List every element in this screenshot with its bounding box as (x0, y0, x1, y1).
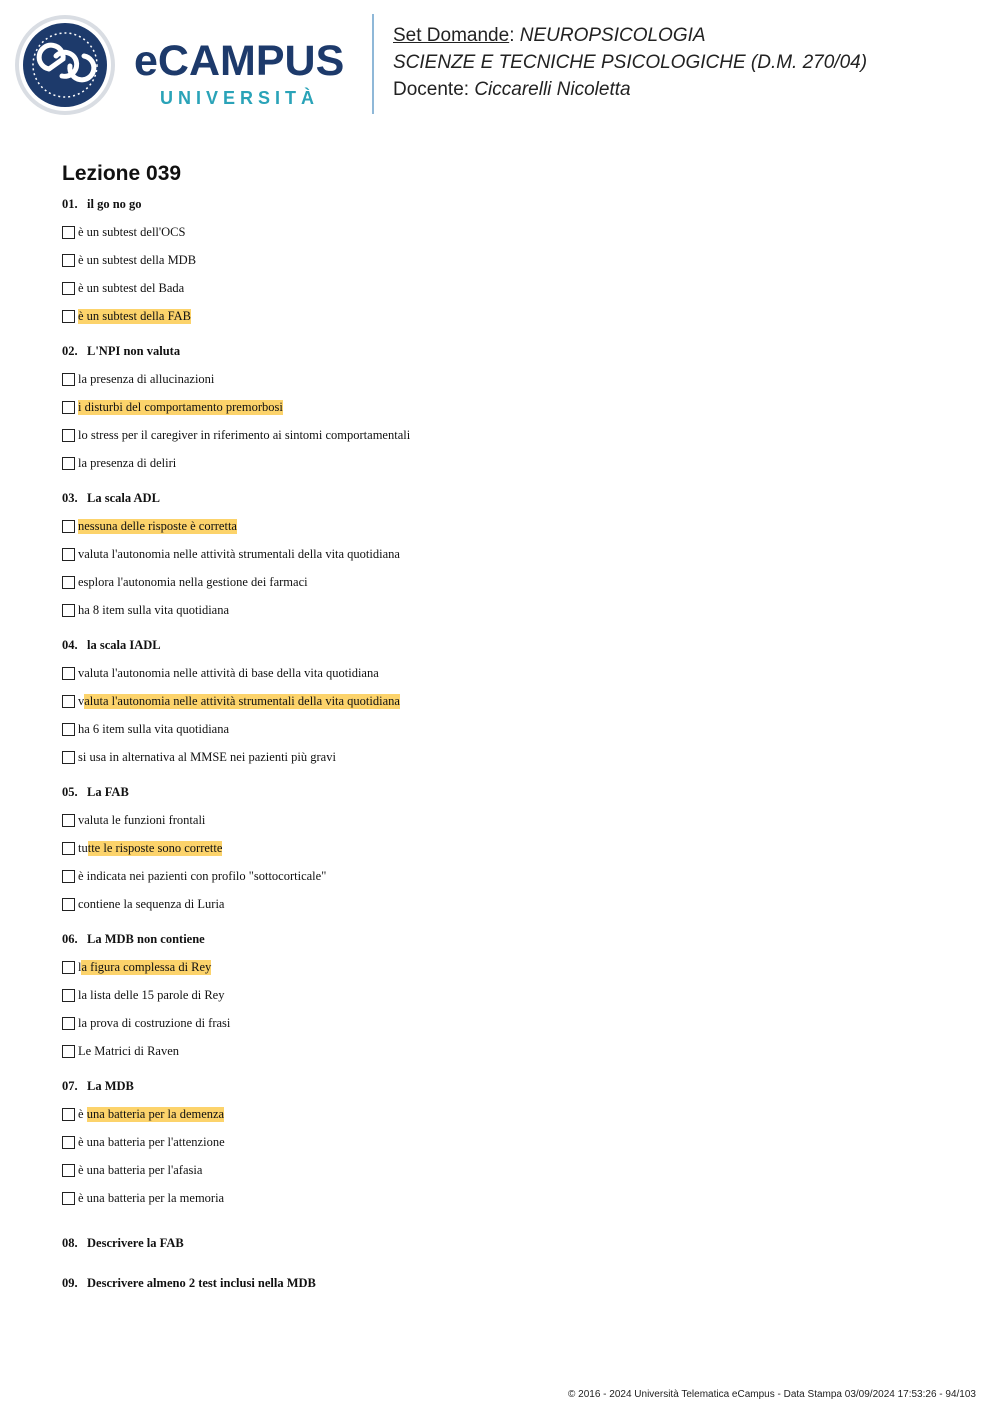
answer-checkbox[interactable] (62, 1108, 75, 1121)
answer-checkbox[interactable] (62, 604, 75, 617)
question-number: 08. (62, 1236, 78, 1250)
question-title (62, 343, 962, 360)
question-block (62, 343, 962, 477)
answer-option[interactable] (62, 743, 962, 771)
option-text: la presenza di allucinazioni (78, 371, 215, 386)
answer-option[interactable] (62, 540, 962, 568)
option-text: valuta l'autonomia nelle attività di base della vita quotidiana (78, 665, 379, 680)
course-value: SCIENZE E TECNICHE PSICOLOGICHE (D.M. 270/04) (393, 52, 868, 73)
answer-option[interactable] (62, 218, 962, 246)
logo-wordmark: eCAMPUS (134, 37, 345, 85)
answer-options (62, 659, 962, 771)
option-text: valuta l'autonomia nelle attività strumentali della vita quotidiana (78, 546, 400, 561)
answer-checkbox[interactable] (62, 254, 75, 267)
answer-checkbox[interactable] (62, 282, 75, 295)
question-title (62, 931, 962, 948)
answer-option[interactable] (62, 715, 962, 743)
answer-checkbox[interactable] (62, 548, 75, 561)
question-text: La MDB (87, 1079, 134, 1093)
option-text: ha 6 item sulla vita quotidiana (78, 721, 230, 736)
option-text-highlighted: i disturbi del comportamento premorbosi (78, 399, 283, 414)
answer-option[interactable] (62, 953, 962, 981)
answer-option[interactable] (62, 246, 962, 274)
answer-option[interactable] (62, 862, 962, 890)
answer-checkbox[interactable] (62, 989, 75, 1002)
answer-option[interactable] (62, 393, 962, 421)
set-separator: : (509, 25, 515, 46)
answer-checkbox[interactable] (62, 226, 75, 239)
set-line (393, 22, 867, 49)
question-number: 06. (62, 932, 78, 946)
question-title (62, 1235, 962, 1252)
option-text: tu (78, 840, 88, 855)
question-block (62, 1235, 962, 1252)
header-divider (372, 14, 374, 114)
answer-option[interactable] (62, 596, 962, 624)
option-text: l (78, 959, 82, 974)
page-footer: © 2016 - 2024 Università Telematica eCampus - Data Stampa 03/09/2024 17:53:26 - 94/103 (568, 1389, 976, 1400)
question-block (62, 784, 962, 918)
answer-options (62, 512, 962, 624)
question-block (62, 490, 962, 624)
answer-checkbox[interactable] (62, 667, 75, 680)
option-text: la presenza di deliri (78, 455, 177, 470)
set-value: NEUROPSICOLOGIA (519, 25, 706, 46)
question-block (62, 196, 962, 330)
answer-checkbox[interactable] (62, 1192, 75, 1205)
option-text: è un subtest dell'OCS (78, 224, 186, 239)
option-text-highlighted: tte le risposte sono corrette (87, 840, 223, 855)
answer-checkbox[interactable] (62, 1017, 75, 1030)
answer-checkbox[interactable] (62, 842, 75, 855)
answer-option[interactable] (62, 421, 962, 449)
answer-checkbox[interactable] (62, 814, 75, 827)
option-text: è indicata nei pazienti con profilo "sottocorticale" (78, 868, 327, 883)
answer-checkbox[interactable] (62, 898, 75, 911)
question-text: La MDB non contiene (87, 932, 205, 946)
option-text-highlighted: una batteria per la demenza (86, 1106, 225, 1121)
question-block (62, 931, 962, 1065)
answer-options (62, 1100, 962, 1212)
answer-option[interactable] (62, 512, 962, 540)
option-text: la prova di costruzione di frasi (78, 1015, 231, 1030)
answer-checkbox[interactable] (62, 576, 75, 589)
question-number: 09. (62, 1276, 78, 1290)
question-title (62, 196, 962, 213)
option-text-highlighted: aluta l'autonomia nelle attività strumentali della vita quotidiana (84, 693, 400, 708)
answer-checkbox[interactable] (62, 457, 75, 470)
answer-checkbox[interactable] (62, 310, 75, 323)
option-text: contiene la sequenza di Luria (78, 896, 225, 911)
answer-checkbox[interactable] (62, 870, 75, 883)
question-title (62, 490, 962, 507)
ecampus-logo-badge-icon (14, 14, 116, 116)
question-block (62, 1078, 962, 1212)
answer-options (62, 218, 962, 330)
option-text: v (78, 693, 85, 708)
option-text: è una batteria per l'afasia (78, 1162, 203, 1177)
option-text: lo stress per il caregiver in riferimento ai sintomi comportamentali (78, 427, 411, 442)
answer-checkbox[interactable] (62, 961, 75, 974)
question-number: 03. (62, 491, 78, 505)
document-header (0, 0, 1000, 130)
question-number: 05. (62, 785, 78, 799)
header-info (393, 22, 867, 103)
option-text: si usa in alternativa al MMSE nei pazienti più gravi (78, 749, 336, 764)
question-text: L'NPI non valuta (87, 344, 181, 358)
option-text: è una batteria per la memoria (78, 1190, 225, 1205)
question-text: La FAB (87, 785, 129, 799)
answer-option[interactable] (62, 568, 962, 596)
answer-option[interactable] (62, 1037, 962, 1065)
logo-subtitle: UNIVERSITÀ (160, 88, 320, 108)
question-number: 02. (62, 344, 78, 358)
questions-list (62, 196, 962, 1292)
answer-options (62, 365, 962, 477)
lesson-title: Lezione 039 (62, 162, 182, 185)
answer-option[interactable] (62, 981, 962, 1009)
answer-options (62, 806, 962, 918)
answer-checkbox[interactable] (62, 1045, 75, 1058)
answer-option[interactable] (62, 365, 962, 393)
answer-option[interactable] (62, 1184, 962, 1212)
answer-checkbox[interactable] (62, 695, 75, 708)
option-text: è un subtest della MDB (78, 252, 197, 267)
question-number: 04. (62, 638, 78, 652)
option-text: ha 8 item sulla vita quotidiana (78, 602, 230, 617)
answer-checkbox[interactable] (62, 723, 75, 736)
question-text: La scala ADL (87, 491, 160, 505)
question-number: 07. (62, 1079, 78, 1093)
answer-checkbox[interactable] (62, 429, 75, 442)
answer-checkbox[interactable] (62, 520, 75, 533)
option-text-highlighted: è un subtest della FAB (78, 308, 191, 323)
answer-checkbox[interactable] (62, 373, 75, 386)
question-text: Descrivere almeno 2 test inclusi nella MDB (87, 1276, 316, 1290)
option-text-highlighted: nessuna delle risposte è corretta (78, 518, 237, 533)
answer-option[interactable] (62, 890, 962, 918)
answer-option[interactable] (62, 1156, 962, 1184)
option-text: è un subtest del Bada (78, 280, 185, 295)
question-title (62, 1275, 962, 1292)
answer-option[interactable] (62, 687, 962, 715)
option-text: è una batteria per l'attenzione (78, 1134, 225, 1149)
answer-option[interactable] (62, 1100, 962, 1128)
course-line (393, 49, 867, 76)
question-title (62, 637, 962, 654)
set-label: Set Domande (393, 25, 510, 46)
question-text: la scala IADL (87, 638, 161, 652)
answer-checkbox[interactable] (62, 1164, 75, 1177)
answer-option[interactable] (62, 806, 962, 834)
option-text-highlighted: a figura complessa di Rey (81, 959, 212, 974)
question-number: 01. (62, 197, 78, 211)
question-title (62, 1078, 962, 1095)
answer-checkbox[interactable] (62, 751, 75, 764)
option-text: esplora l'autonomia nella gestione dei farmaci (78, 574, 308, 589)
question-text: il go no go (87, 197, 142, 211)
answer-checkbox[interactable] (62, 401, 75, 414)
answer-option[interactable] (62, 274, 962, 302)
docente-label: Docente: (393, 79, 470, 100)
question-block (62, 637, 962, 771)
question-block (62, 1275, 962, 1292)
answer-checkbox[interactable] (62, 1136, 75, 1149)
answer-option[interactable] (62, 302, 962, 330)
answer-option[interactable] (62, 659, 962, 687)
docente-value: Ciccarelli Nicoletta (474, 79, 631, 100)
answer-options (62, 953, 962, 1065)
option-text: valuta le funzioni frontali (78, 812, 206, 827)
option-text: è (78, 1106, 87, 1121)
answer-option[interactable] (62, 1128, 962, 1156)
option-text: Le Matrici di Raven (78, 1043, 180, 1058)
question-text: Descrivere la FAB (87, 1236, 184, 1250)
answer-option[interactable] (62, 449, 962, 477)
answer-option[interactable] (62, 834, 962, 862)
answer-option[interactable] (62, 1009, 962, 1037)
question-title (62, 784, 962, 801)
option-text: la lista delle 15 parole di Rey (78, 987, 225, 1002)
docente-line (393, 76, 867, 103)
